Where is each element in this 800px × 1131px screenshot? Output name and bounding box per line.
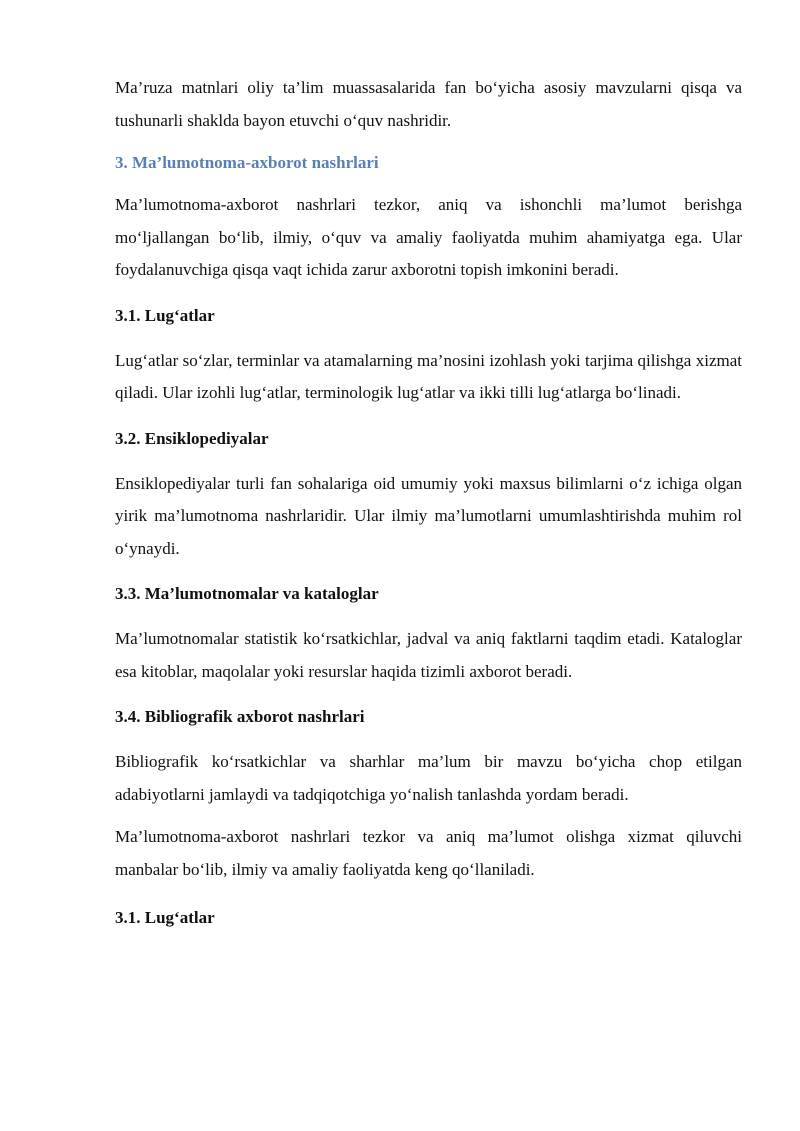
- intro-paragraph: Ma’ruza matnlari oliy ta’lim muassasalarida fan bo‘yicha asosiy mavzularni qisqa va tushunarli shaklda bayon etuvchi o‘quv nashridir.: [115, 78, 742, 130]
- trailing-heading: 3.1. Lug‘atlar: [115, 908, 215, 927]
- section-paragraph: Ma’lumotnoma-axborot nashrlari tezkor, aniq va ishonchli ma’lumot berishga mo‘ljallangan bo‘lib, ilmiy, o‘quv va amaliy faoliyatda muhim ahamiyatga ega. Ular foydalanuvchiga qisqa vaqt ichida zarur axborotni topish imkonini beradi.: [115, 195, 742, 279]
- document-page: [115, 72, 742, 934]
- subsection-heading-dictionaries: 3.1. Lug‘atlar: [115, 305, 215, 325]
- subsection-heading-bibliographic: 3.4. Bibliografik axborot nashrlari: [115, 707, 365, 726]
- subsection-paragraph-encyclopedias: Ensiklopediyalar turli fan sohalariga oid umumiy yoki maxsus bilimlarni o‘z ichiga olgan yirik ma’lumotnoma nashrlaridir. Ular ilmiy ma’lumotlarni umumlashtirishda muhim rol o‘ynaydi.: [115, 473, 742, 558]
- subsection-paragraph-bibliographic: Bibliografik ko‘rsatkichlar va sharhlar ma’lum bir mavzu bo‘yicha chop etilgan adabiyotlarni jamlaydi va tadqiqotchiga yo‘nalish tanlashda yordam beradi.: [115, 752, 742, 804]
- subsection-heading-references-catalogs: 3.3. Ma’lumotnomalar va kataloglar: [115, 584, 379, 603]
- subsection-paragraph-dictionaries: Lug‘atlar so‘zlar, terminlar va atamalarning ma’nosini izohlash yoki tarjima qilishga xizmat qiladi. Ular izohli lug‘atlar, terminologik lug‘atlar va ikki tilli lug‘atlarga bo‘linadi.: [115, 350, 742, 402]
- summary-paragraph: Ma’lumotnoma-axborot nashrlari tezkor va aniq ma’lumot olishga xizmat qiluvchi manbalar bo‘lib, ilmiy va amaliy faoliyatda keng qo‘llaniladi.: [115, 827, 742, 879]
- subsection-paragraph-references-catalogs: Ma’lumotnomalar statistik ko‘rsatkichlar, jadval va aniq faktlarni taqdim etadi. Kataloglar esa kitoblar, maqolalar yoki resurslar haqida tizimli axborot beradi.: [115, 629, 742, 681]
- section-heading: 3. Ma’lumotnoma-axborot nashrlari: [115, 153, 379, 172]
- subsection-heading-encyclopedias: 3.2. Ensiklopediyalar: [115, 428, 269, 448]
